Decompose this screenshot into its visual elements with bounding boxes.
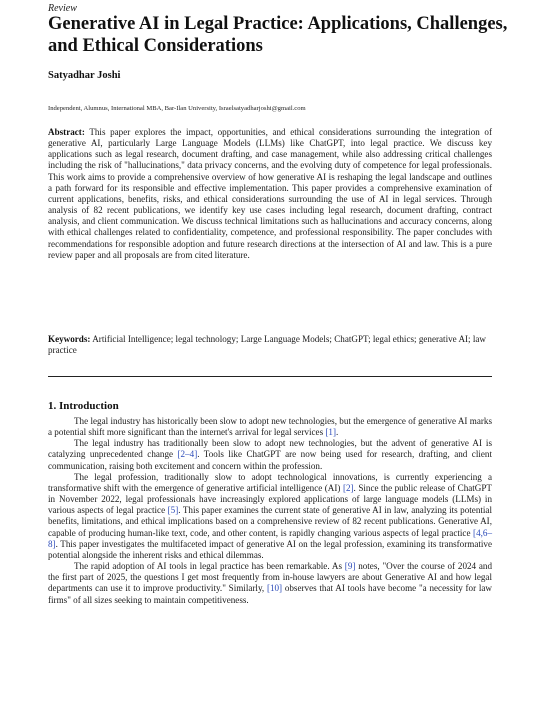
abstract-text: This paper explores the impact, opportunities, and ethical considerations surrounding the integration of generative AI, particularly Large Language Models (LLMs) like ChatGPT, into legal practice. We discuss key applications such as legal research, document drafting, and case management, while also addressing critical challenges including the risk of "hallucinations," data privacy concerns, and the evolving duty of competence for legal professionals. This work aims to provide a comprehensive overview of how generative AI is reshaping the legal landscape and outlines a path forward for its responsible and effective implementation. This paper provides a comprehensive examination of current applications, benefits, risks, and ethical considerations surrounding the use of AI in legal services. Through analysis of 82 recent publications, we identify key use cases including legal research, document drafting, contract analysis, and client communication. We discuss technical limitations such as hallucinations and accuracy concerns, along with ethical challenges related to confidentiality, competence, and professional responsibility. The paper concludes with recommendations for responsible adoption and future research directions at the intersection of AI and law. This is a pure review paper and all proposals are from cited literature. [48,127,492,260]
paragraph-text: The legal industry has historically been slow to adopt new technologies, but the emergence of generative AI marks a potential shift more significant than the internet's arrival for legal services [48,416,492,438]
abstract-label: Abstract: [48,127,85,137]
keywords [48,334,492,356]
author-affiliation: Independent, Alumnus, International MBA, Bar-Ilan University, Israelsatyadharjoshi@gmail.com [48,105,306,112]
paper-title: Generative AI in Legal Practice: Applications, Challenges, and Ethical Considerations [48,14,508,56]
body-paragraph [48,561,492,606]
body-paragraph [48,438,492,471]
paragraph-text: . This paper investigates the multifaceted impact of generative AI on the legal profession, examining its transformative potential alongside the inherent risks and ethical dilemmas. [48,538,492,560]
citation-link[interactable]: [9] [344,561,356,572]
body-paragraph [48,416,492,438]
paragraph-text: The rapid adoption of AI tools in legal practice has been remarkable. As [74,561,345,572]
paragraph-text: observes that AI tools have become "a necessity for law firms" of all sizes seeking to maintain competitiveness. [48,583,492,605]
abstract [48,127,492,261]
citation-link[interactable]: [2] [342,482,354,493]
paragraph-text: The legal industry has traditionally been slow to adopt new technologies, but the advent of generative AI is catalyzing unprecedented change [48,438,492,460]
paragraph-text: The legal profession, traditionally slow to adopt technological innovations, is currently experiencing a transformative shift with the emergence of generative artificial intelligence (AI) [48,471,492,493]
body-paragraph [48,472,492,561]
citation-link[interactable]: [2–4] [177,449,198,460]
paragraph-text: . This paper examines the current state of generative AI in law, analyzing its potential benefits, limitations, and ethical implications based on a comprehensive review of 82 recent publications. Generative AI, capable of producing human-like text, code, and other content, is rapidly changing various aspects of legal practice [48,505,492,538]
paragraph-text: . Since the public release of ChatGPT in November 2022, legal professionals have increasingly explored applications of large language models (LLMs) in various aspects of legal practice [48,482,492,516]
section-divider [48,376,492,377]
citation-link[interactable]: [1] [325,427,336,438]
paragraph-text: notes, "Over the course of 2024 and the first part of 2025, the questions I get most frequently from in-house lawyers are about Generative AI and how legal departments can use it to improve productivity." Similarly, [48,561,492,594]
section-heading: 1. Introduction [48,400,119,412]
citation-link[interactable]: [5] [167,505,179,516]
section-body [48,416,492,606]
article-type-label: Review [48,3,77,14]
paragraph-text: . [336,427,339,438]
keywords-text: Artificial Intelligence; legal technology; Large Language Models; ChatGPT; legal ethics; generative AI; law practice [48,334,486,356]
paragraph-text: . Tools like ChatGPT are now being used for research, drafting, and client communication, raising both excitement and concern within the profession. [48,449,493,471]
author-name: Satyadhar Joshi [48,70,121,81]
keywords-label: Keywords: [48,334,91,344]
citation-link[interactable]: [4,6–8] [48,527,492,549]
citation-link[interactable]: [10] [266,583,283,594]
